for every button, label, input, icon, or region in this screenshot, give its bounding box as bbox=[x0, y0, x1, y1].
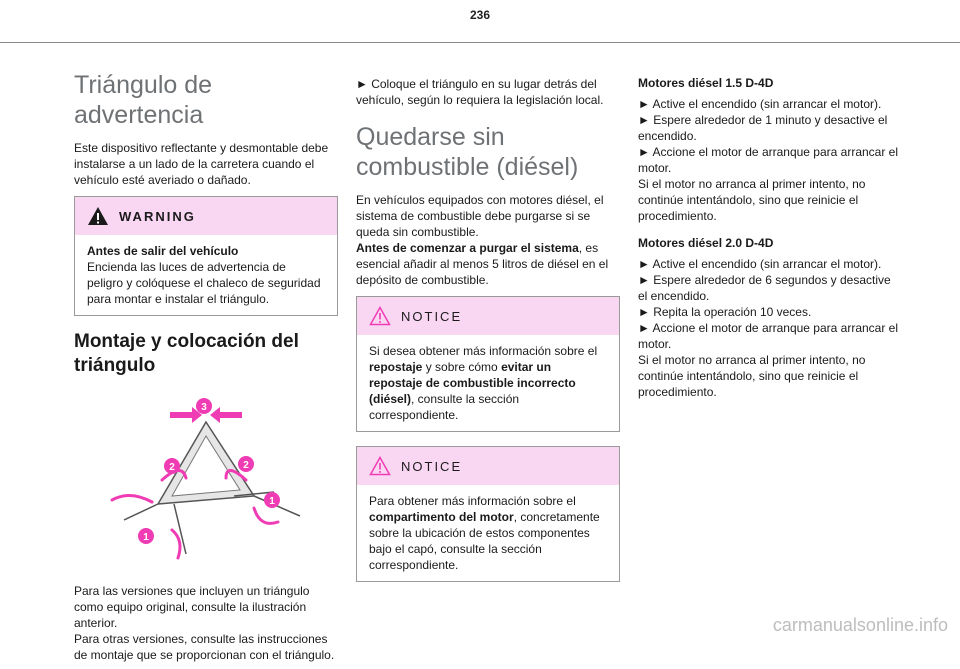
intro-text: Este dispositivo reflectante y desmontable debe instalarse a un lado de la carretera cuando el vehículo esté averiado o dañado. bbox=[74, 141, 329, 187]
notice1-t2: y sobre cómo bbox=[422, 360, 502, 374]
column-3 bbox=[638, 66, 902, 406]
unfold-arrow-right bbox=[254, 508, 278, 523]
fuel-para-2-bold: Antes de comenzar a purgar el sistema bbox=[356, 241, 579, 255]
notice2-t1: Para obtener más información sobre el bbox=[369, 494, 576, 508]
step-15-3: ► Accione el motor de arranque para arrancar el motor. bbox=[638, 145, 899, 175]
column-2 bbox=[356, 76, 620, 596]
fuel-para-1: En vehículos equipados con motores diésel, el sistema de combustible debe purgarse si se queda sin combustible. bbox=[356, 193, 604, 239]
notice1-t3: , consulte la sección correspondiente. bbox=[369, 392, 520, 422]
top-divider bbox=[0, 42, 960, 43]
watermark: carmanualsonline.info bbox=[772, 615, 948, 635]
step-20-4: ► Accione el motor de arranque para arrancar el motor. bbox=[638, 321, 899, 351]
warning-text: Encienda las luces de advertencia de peligro y colóquese el chaleco de seguridad para montar e instalar el triángulo. bbox=[87, 260, 321, 306]
step-15-2: ► Espere alrededor de 1 minuto y desactive el encendido. bbox=[638, 113, 888, 143]
heading-engine-15: Motores diésel 1.5 D-4D bbox=[638, 76, 774, 90]
badge-2-right: 2 bbox=[243, 460, 249, 471]
notice1-t1: Si desea obtener más información sobre el bbox=[369, 344, 598, 358]
body-text-1: Para las versiones que incluyen un triángulo como equipo original, consulte la ilustración anterior. bbox=[74, 584, 310, 630]
fuel-para-2-rest: , es esencial añadir al menos 5 litros de diésel en el depósito de combustible. bbox=[356, 241, 609, 287]
badge-3: 3 bbox=[201, 402, 207, 413]
notice-text-1 bbox=[369, 343, 607, 423]
unfold-arrow-bottom bbox=[172, 530, 180, 558]
triangle-assembly-diagram bbox=[74, 392, 338, 568]
note-15: Si el motor no arranca al primer intento, no continúe intentándolo, sino que reinicie el procedimiento. bbox=[638, 177, 866, 223]
warning-header bbox=[75, 197, 337, 235]
push-arrow-right bbox=[210, 407, 242, 423]
notice-box-2 bbox=[356, 446, 620, 582]
notice2-t2: , concretamente sobre la ubicación de estos componentes bajo el capó, consulte la sección correspondiente. bbox=[369, 510, 600, 572]
step-15-1: ► Active el encendido (sin arrancar el motor). bbox=[638, 97, 882, 111]
notice-triangle-icon bbox=[369, 306, 391, 326]
step-20-1: ► Active el encendido (sin arrancar el motor). bbox=[638, 257, 882, 271]
notice-box-1 bbox=[356, 296, 620, 432]
notice-triangle-icon bbox=[369, 456, 391, 476]
badge-1-right: 1 bbox=[269, 496, 275, 507]
unfold-arrow-left bbox=[112, 495, 152, 502]
warning-label: WARNING bbox=[119, 208, 196, 224]
fuel-para-2 bbox=[356, 240, 620, 288]
notice2-b1: compartimento del motor bbox=[369, 510, 514, 524]
warning-heading: Antes de salir del vehículo bbox=[87, 244, 239, 258]
column-1 bbox=[74, 56, 338, 669]
badge-2-left: 2 bbox=[169, 462, 175, 473]
step-20-3: ► Repita la operación 10 veces. bbox=[638, 305, 812, 319]
warning-triangle-icon bbox=[87, 206, 109, 226]
notice-label-2: NOTICE bbox=[401, 458, 463, 474]
notice-header-2 bbox=[357, 447, 619, 485]
notice-header-1 bbox=[357, 297, 619, 335]
heading-engine-20: Motores diésel 2.0 D-4D bbox=[638, 236, 774, 250]
notice-text-2 bbox=[369, 493, 607, 573]
badge-1-left: 1 bbox=[143, 532, 149, 543]
step-place-triangle: ► Coloque el triángulo en su lugar detrás del vehículo, según lo requiera la legislación local. bbox=[356, 77, 604, 107]
warning-box bbox=[74, 196, 338, 316]
note-20: Si el motor no arranca al primer intento, no continúe intentándolo, sino que reinicie el procedimiento. bbox=[638, 353, 866, 399]
page-number: 236 bbox=[469, 8, 491, 22]
notice1-b1: repostaje bbox=[369, 360, 423, 374]
section-title-triangle: Triángulo de advertencia bbox=[74, 71, 213, 129]
section-title-fuel: Quedarse sin combustible (diésel) bbox=[356, 123, 579, 181]
subtitle-assembly: Montaje y colocación del triángulo bbox=[74, 331, 299, 376]
notice1-b2: evitar un repostaje de combustible incorrecto (diésel) bbox=[369, 360, 576, 406]
body-text-2: Para otras versiones, consulte las instrucciones de montaje que se proporcionan con el triángulo. bbox=[74, 632, 335, 662]
step-20-2: ► Espere alrededor de 6 segundos y desactive el encendido. bbox=[638, 273, 891, 303]
notice-label-1: NOTICE bbox=[401, 308, 463, 324]
